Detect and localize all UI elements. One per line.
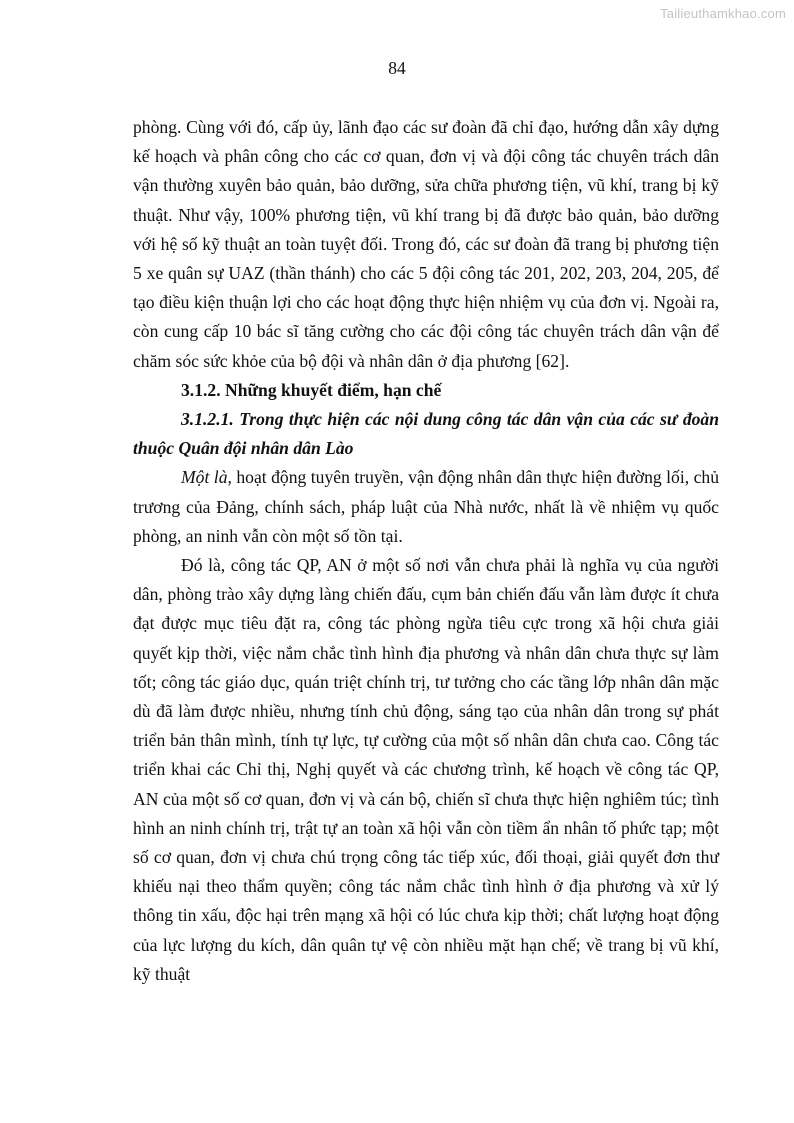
subsection-heading: 3.1.2.1. Trong thực hiện các nội dung công tác dân vận của các sư đoàn thuộc Quân đội nhân dân Lào <box>133 409 719 459</box>
paragraph-continuation: phòng. Cùng với đó, cấp ủy, lãnh đạo các sư đoàn đã chỉ đạo, hướng dẫn xây dựng kế hoạch và phân công cho các cơ quan, đơn vị và đội công tác chuyên trách dân vận thường xuyên bảo quản, bảo dưỡng, sửa chữa phương tiện, vũ khí, trang bị kỹ thuật. Như vậy, 100% phương tiện, vũ khí trang bị đã được bảo quản, bảo dưỡng với hệ số kỹ thuật an toàn tuyệt đối. Trong đó, các sư đoàn đã trang bị phương tiện 5 xe quân sự UAZ (thần thánh) cho các 5 đội công tác 201, 202, 203, 204, 205, để tạo điều kiện thuận lợi cho các hoạt động thực hiện nhiệm vụ của đơn vị. Ngoài ra, còn cung cấp 10 bác sĩ tăng cường cho các đội công tác chuyên trách dân vận để chăm sóc sức khỏe của bộ đội và nhân dân ở địa phương [62]. <box>133 117 719 371</box>
paragraph-details: Đó là, công tác QP, AN ở một số nơi vẫn chưa phải là nghĩa vụ của người dân, phòng trào xây dựng làng chiến đấu, cụm bản chiến đấu vẫn làm được ít chưa đạt được mục tiêu đặt ra, công tác phòng ngừa tiêu cực trong xã hội chưa giải quyết kịp thời, việc nắm chắc tình hình địa phương và nhân dân chưa thực sự làm tốt; công tác giáo dục, quán triệt chính trị, tư tưởng cho các tầng lớp nhân dân mặc dù đã làm được nhiều, nhưng tính chủ động, sáng tạo của nhân dân trong sự phát triển bản thân mình, tính tự lực, tự cường của một số nhân dân chưa cao. Công tác triển khai các Chỉ thị, Nghị quyết và các chương trình, kế hoạch về công tác QP, AN của một số cơ quan, đơn vị và cán bộ, chiến sĩ chưa thực hiện nghiêm túc; tình hình an ninh chính trị, trật tự an toàn xã hội vẫn còn tiềm ẩn nhân tố phức tạp; một số cơ quan, đơn vị chưa chú trọng công tác tiếp xúc, đối thoại, giải quyết đơn thư khiếu nại theo thẩm quyền; công tác nắm chắc tình hình ở địa phương và xử lý thông tin xấu, độc hại trên mạng xã hội có lúc chưa kịp thời; chất lượng hoạt động của lực lượng du kích, dân quân tự vệ còn nhiều mặt hạn chế; về trang bị vũ khí, kỹ thuật <box>133 555 719 984</box>
document-body <box>133 113 719 989</box>
watermark: Tailieuthamkhao.com <box>660 6 786 21</box>
paragraph-text: hoạt động tuyên truyền, vận động nhân dân thực hiện đường lối, chủ trương của Đảng, chính sách, pháp luật của Nhà nước, nhất là về nhiệm vụ quốc phòng, an ninh vẫn còn một số tồn tại. <box>133 467 719 546</box>
paragraph-first-point <box>133 463 719 551</box>
section-heading: 3.1.2. Những khuyết điểm, hạn chế <box>181 379 442 400</box>
page-number: 84 <box>388 58 406 78</box>
paragraph-lead: Một là, <box>181 467 232 488</box>
